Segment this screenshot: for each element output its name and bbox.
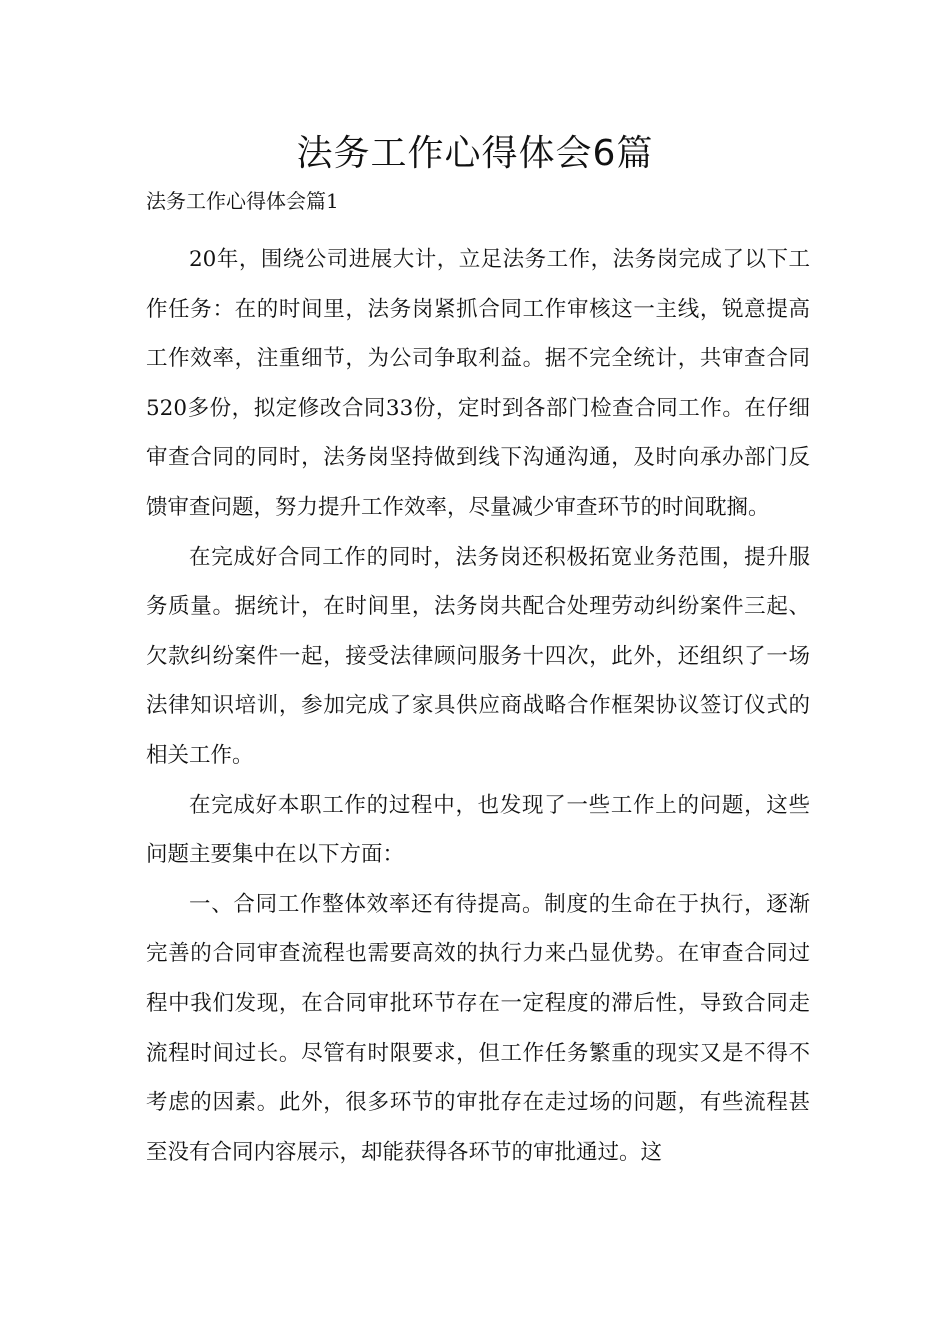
document-body [146,235,810,1177]
section-heading: 法务工作心得体会篇1 [146,189,339,213]
paragraph: 在完成好本职工作的过程中，也发现了一些工作上的问题，这些问题主要集中在以下方面： [146,792,810,868]
document-title: 法务工作心得体会6篇 [296,133,654,174]
paragraph: 20年，围绕公司进展大计，立足法务工作，法务岗完成了以下工作任务：在的时间里，法务岗紧抓合同工作审核这一主线，锐意提高工作效率，注重细节，为公司争取利益。据不完全统计，共审查合同520多份，拟定修改合同33份，定时到各部门检查合同工作。在仔细审查合同的同时，法务岗坚持做到线下沟通沟通，及时向承办部门反馈审查问题，努力提升工作效率，尽量减少审查环节的时间耽搁。 [146,247,810,520]
paragraph: 在完成好合同工作的同时，法务岗还积极拓宽业务范围，提升服务质量。据统计，在时间里，法务岗共配合处理劳动纠纷案件三起、欠款纠纷案件一起，接受法律顾问服务十四次，此外，还组织了一场法律知识培训，参加完成了家具供应商战略合作框架协议签订仪式的相关工作。 [146,544,810,768]
paragraph: 一、合同工作整体效率还有待提高。制度的生命在于执行，逐渐完善的合同审查流程也需要高效的执行力来凸显优势。在审查合同过程中我们发现，在合同审批环节存在一定程度的滞后性，导致合同走流程时间过长。尽管有时限要求，但工作任务繁重的现实又是不得不考虑的因素。此外，很多环节的审批存在走过场的问题，有些流程甚至没有合同内容展示，却能获得各环节的审批通过。这 [146,891,810,1165]
